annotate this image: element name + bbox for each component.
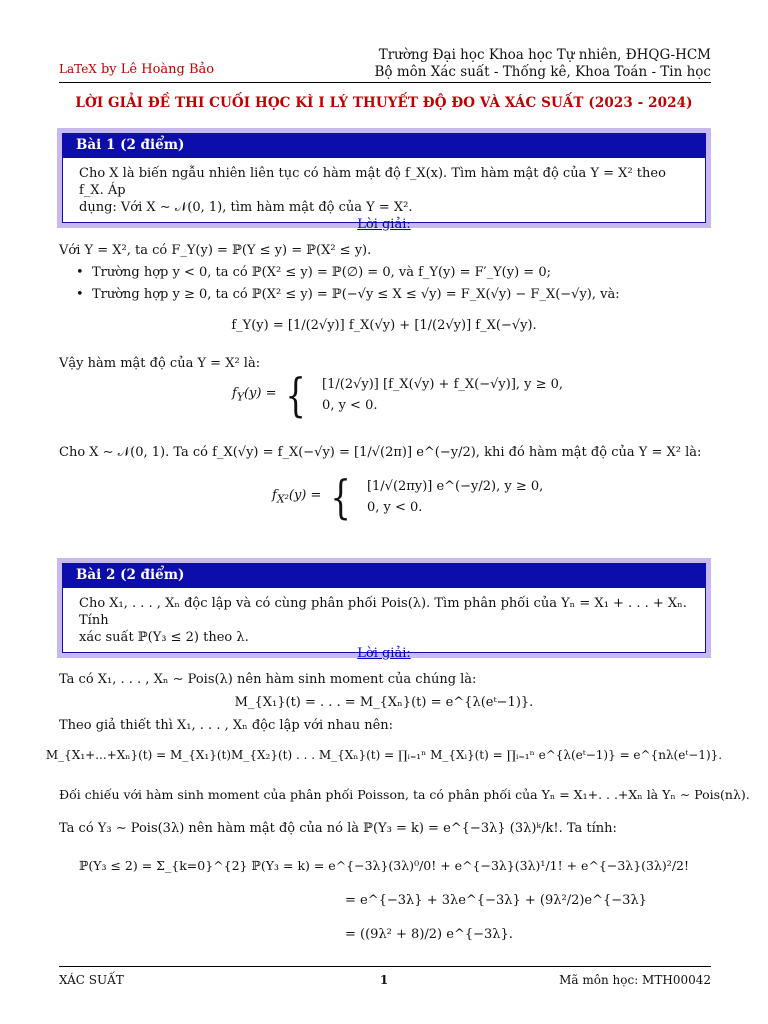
solution-1-case-positive: Trường hợp y ≥ 0, ta có ℙ(X² ≤ y) = ℙ(−√y ≤ X ≤ √y) = F_X(√y) − F_X(−√y), và: xyxy=(91,287,620,302)
problem-1-text-line1: Cho X là biến ngẫu nhiên liên tục có hàm mật độ f_X(x). Tìm hàm mật độ của Y = X² theo f_X. Áp xyxy=(79,166,666,198)
solution-2-label: Lời giải: xyxy=(357,646,411,661)
normal-piecewise-case1: [1/√(2πy)] e^(−y/2), y ≥ 0, xyxy=(366,479,544,494)
problem-2-body xyxy=(62,587,706,653)
solution-2-simplify1: = e^{−3λ} + 3λe^{−3λ} + (9λ²/2)e^{−3λ} xyxy=(345,893,647,908)
solution-2-poisson-compare: Đối chiếu với hàm sinh moment của phân phối Poisson, ta có phân phối của Yₙ = X₁+. . .+Xₙ là Yₙ ∼ Pois(nλ). xyxy=(59,787,750,802)
header-department: Bộ môn Xác suất - Thống kê, Khoa Toán - Tin học xyxy=(374,64,711,80)
solution-1-conclusion: Vậy hàm mật độ của Y = X² là: xyxy=(59,356,261,371)
solution-1-bullet2: • Trường hợp y ≥ 0, ta có ℙ(X² ≤ y) = ℙ(−√y ≤ X ≤ √y) = F_X(√y) − F_X(−√y), và: xyxy=(76,287,620,302)
problem-1-body xyxy=(62,157,706,223)
problem-1-box xyxy=(57,128,711,228)
solution-1-case-negative: Trường hợp y < 0, ta có ℙ(X² ≤ y) = ℙ(∅) = 0, và f_Y(y) = F′_Y(y) = 0; xyxy=(91,265,551,280)
piecewise-case2: 0, y < 0. xyxy=(322,398,378,413)
solution-1-bullet1: • Trường hợp y < 0, ta có ℙ(X² ≤ y) = ℙ(∅) = 0, và f_Y(y) = F′_Y(y) = 0; xyxy=(76,265,551,280)
header-university: Trường Đại học Khoa học Tự nhiên, ĐHQG-HCM xyxy=(378,47,711,63)
page-number: 1 xyxy=(379,973,389,987)
document-title: LỜI GIẢI ĐỀ THI CUỐI HỌC KÌ I LÝ THUYẾT ĐỘ ĐO VÀ XÁC SUẤT (2023 - 2024) xyxy=(75,95,693,111)
solution-2-mgf: M_{X₁}(t) = . . . = M_{Xₙ}(t) = e^{λ(eᵗ−1)}. xyxy=(234,695,534,710)
piecewise-case1: [1/(2√y)] [f_X(√y) + f_X(−√y)], y ≥ 0, xyxy=(322,377,564,392)
normal-piecewise-cases xyxy=(359,475,551,519)
footer-subject: XÁC SUẤT xyxy=(59,973,124,987)
solution-1-normal-case: Cho X ∼ 𝒩(0, 1). Ta có f_X(√y) = f_X(−√y) = [1/√(2π)] e^(−y/2), khi đó hàm mật độ của Y = X² là: xyxy=(59,445,702,460)
latex-logo: LaTeX xyxy=(59,62,97,76)
solution-2-line1: Ta có X₁, . . . , Xₙ ∼ Pois(λ) nên hàm sinh moment của chúng là: xyxy=(59,672,477,687)
problem-1-text-line2: dụng: Với X ∼ 𝒩(0, 1), tìm hàm mật độ của Y = X². xyxy=(79,200,413,215)
footer-rule xyxy=(59,966,711,967)
solution-1-label: Lời giải: xyxy=(357,217,411,232)
problem-2-text-line1: Cho X₁, . . . , Xₙ độc lập và có cùng phân phối Pois(λ). Tìm phân phối của Yₙ = X₁ + . . . + Xₙ. Tính xyxy=(79,596,687,628)
latex-credit xyxy=(59,62,214,77)
problem-1-heading: Bài 1 (2 điểm) xyxy=(62,133,706,157)
problem-2-text-line2: xác suất ℙ(Y₃ ≤ 2) theo λ. xyxy=(79,630,249,645)
solution-1-line1: Với Y = X², ta có F_Y(y) = ℙ(Y ≤ y) = ℙ(X² ≤ y). xyxy=(59,243,372,258)
piecewise-cases xyxy=(314,373,571,417)
solution-2-result: = ((9λ² + 8)/2) e^{−3λ}. xyxy=(345,927,513,942)
solution-2-sum: ℙ(Y₃ ≤ 2) = Σ_{k=0}^{2} ℙ(Y₃ = k) = e^{−3λ}(3λ)⁰/0! + e^{−3λ}(3λ)¹/1! + e^{−3λ}(3λ)²/2! xyxy=(78,858,690,873)
latex-credit-author: by Lê Hoàng Bảo xyxy=(100,62,215,77)
solution-2-product-mgf: M_{X₁+...+Xₙ}(t) = M_{X₁}(t)M_{X₂}(t) . . . M_{Xₙ}(t) = ∏ᵢ₌₁ⁿ M_{Xᵢ}(t) = ∏ᵢ₌₁ⁿ e^{λ(eᵗ−1)} = e^{nλ(eᵗ−1)}. xyxy=(45,748,723,762)
solution-2-independence: Theo giả thiết thì X₁, . . . , Xₙ độc lập với nhau nên: xyxy=(59,718,394,733)
footer-course-code: Mã môn học: MTH00042 xyxy=(559,973,711,987)
solution-1-normal-piecewise: $f_{X^2}(y)$ = { [1/√(2πy)] e^(−y/2), y ≥ 0, 0, y < 0. xyxy=(272,474,551,520)
problem-2-heading: Bài 2 (2 điểm) xyxy=(62,563,706,587)
header-rule xyxy=(59,82,711,83)
solution-2-y3-density: Ta có Y₃ ∼ Pois(3λ) nên hàm mật độ của nó là ℙ(Y₃ = k) = e^{−3λ} (3λ)ᵏ/k!. Ta tính: xyxy=(59,821,617,836)
solution-1-density-formula: f_Y(y) = [1/(2√y)] f_X(√y) + [1/(2√y)] f_X(−√y). xyxy=(231,318,537,333)
problem-2-box xyxy=(57,558,711,658)
solution-1-piecewise: $f_Y(y)$ = { [1/(2√y)] [f_X(√y) + f_X(−√y)], y ≥ 0, 0, y < 0. xyxy=(232,372,571,418)
normal-piecewise-case2: 0, y < 0. xyxy=(366,500,423,515)
